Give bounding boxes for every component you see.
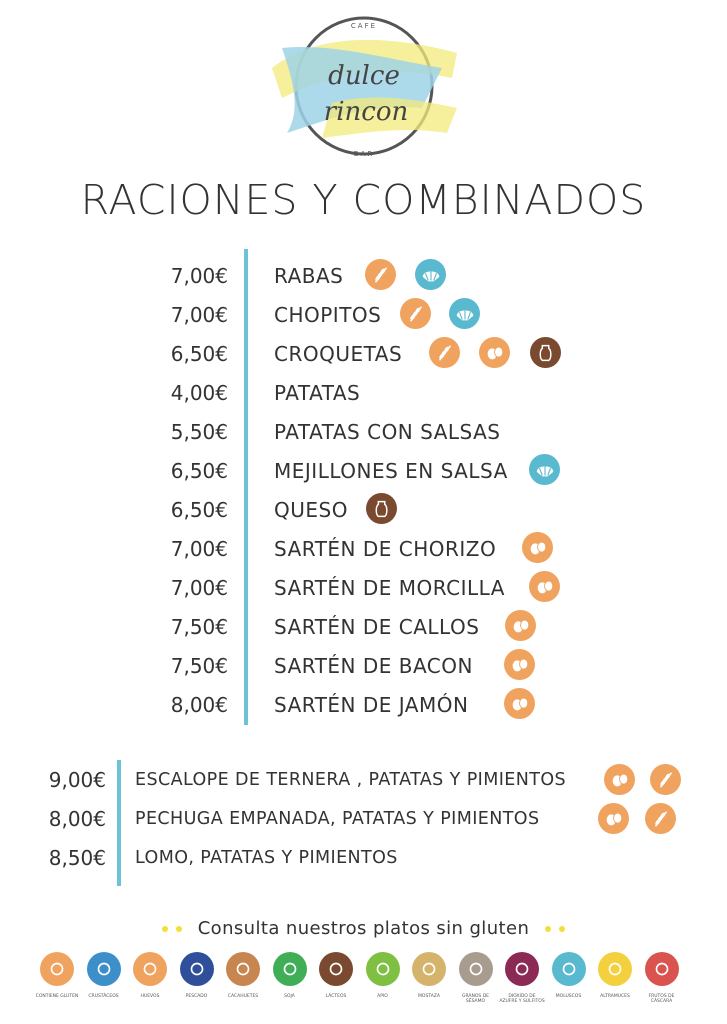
legend-label: HUEVOS: [140, 994, 160, 999]
item-name: CHOPITOS: [274, 303, 382, 327]
legend-item: [34, 952, 80, 999]
dot-icon: [559, 926, 565, 932]
wheat-icon: [365, 259, 396, 290]
legend-item: [174, 952, 220, 999]
dot-icon: [545, 926, 551, 932]
legend-label: FRUTOS DE CÁSCARA: [648, 994, 675, 1004]
legend-label: GRANOS DE SÉSAMO: [461, 994, 489, 1004]
shell-icon: [415, 259, 446, 290]
section-divider-raciones: [244, 249, 248, 725]
eggs-icon: [504, 649, 535, 680]
legend-label: MOSTAZA: [418, 994, 440, 999]
mustard-icon: [412, 952, 446, 986]
eggs-icon: [133, 952, 167, 986]
cafe-logo: [262, 8, 462, 168]
milk-icon: [366, 493, 397, 524]
item-price: 6,50€: [170, 459, 228, 483]
eggs-icon: [529, 571, 560, 602]
eggs-icon: [505, 610, 536, 641]
legend-label: ALTRAMUCES: [600, 994, 630, 999]
soy-icon: [273, 952, 307, 986]
legend-item: [406, 952, 452, 999]
item-price: 7,50€: [170, 654, 228, 678]
item-name: SARTÉN DE JAMÓN: [274, 693, 469, 717]
gluten-free-text: Consulta nuestros platos sin gluten: [197, 918, 530, 939]
eggs-icon: [522, 532, 553, 563]
item-price: 7,00€: [170, 303, 228, 327]
celery-icon: [366, 952, 400, 986]
sulphites-icon: [505, 952, 539, 986]
legend-label: SOJA: [284, 994, 295, 999]
eggs-icon: [504, 688, 535, 719]
item-price: 7,00€: [170, 537, 228, 561]
logo-top-text: CAFE: [350, 22, 378, 30]
legend-item: [499, 952, 545, 1004]
item-price: 7,00€: [170, 576, 228, 600]
item-price: 8,50€: [48, 846, 106, 870]
item-name: SARTÉN DE MORCILLA: [274, 576, 505, 600]
item-name: PATATAS CON SALSAS: [274, 420, 501, 444]
milk-icon: [530, 337, 561, 368]
eggs-icon: [604, 764, 635, 795]
nut-icon: [645, 952, 679, 986]
legend-item: [592, 952, 638, 999]
item-name: SARTÉN DE CHORIZO: [274, 537, 497, 561]
logo-line1: dulce: [328, 61, 400, 91]
item-name: CROQUETAS: [274, 342, 403, 366]
item-price: 8,00€: [170, 693, 228, 717]
crab-icon: [87, 952, 121, 986]
sesame-icon: [459, 952, 493, 986]
legend-label: MOLUSCOS: [555, 994, 582, 999]
item-name: RABAS: [274, 264, 344, 288]
legend-item: [127, 952, 173, 999]
item-price: 7,00€: [170, 264, 228, 288]
item-name: ESCALOPE DE TERNERA , PATATAS Y PIMIENTOS: [135, 770, 566, 790]
eggs-icon: [598, 803, 629, 834]
item-price: 4,00€: [170, 381, 228, 405]
item-name: LOMO, PATATAS Y PIMIENTOS: [135, 848, 398, 868]
item-name: QUESO: [274, 498, 348, 522]
legend-label: APIO: [377, 994, 388, 999]
item-name: SARTÉN DE CALLOS: [274, 615, 480, 639]
dot-icon: [162, 926, 168, 932]
wheat-icon: [429, 337, 460, 368]
legend-item: [81, 952, 127, 999]
eggs-icon: [479, 337, 510, 368]
shell-icon: [449, 298, 480, 329]
peanut-icon: [226, 952, 260, 986]
shell-icon: [529, 454, 560, 485]
legend-item: [360, 952, 406, 999]
logo-line2: rincon: [323, 97, 409, 127]
fish-icon: [180, 952, 214, 986]
item-name: PATATAS: [274, 381, 361, 405]
legend-item: [639, 952, 685, 1004]
shell-icon: [552, 952, 586, 986]
dot-icon: [176, 926, 182, 932]
item-price: 5,50€: [170, 420, 228, 444]
legend-item: [546, 952, 592, 999]
logo-bottom-text: BAR: [353, 150, 375, 158]
legend-label: CACAHUETES: [227, 994, 259, 999]
item-price: 6,50€: [170, 498, 228, 522]
wheat-icon: [40, 952, 74, 986]
legend-label: PESCADO: [185, 994, 208, 999]
wheat-icon: [650, 764, 681, 795]
wheat-icon: [400, 298, 431, 329]
item-name: MEJILLONES EN SALSA: [274, 459, 508, 483]
item-price: 9,00€: [48, 768, 106, 792]
legend-label: LÁCTEOS: [325, 994, 347, 999]
section-divider-combinados: [117, 760, 121, 886]
gluten-free-note: [0, 918, 727, 939]
legend-item: [453, 952, 499, 1004]
allergen-legend: [34, 952, 694, 1022]
legend-item: [267, 952, 313, 999]
item-name: SARTÉN DE BACON: [274, 654, 473, 678]
menu-title: RACIONES Y COMBINADOS: [80, 176, 647, 224]
legend-item: [313, 952, 359, 999]
milk-icon: [319, 952, 353, 986]
item-price: 8,00€: [48, 807, 106, 831]
wheat-icon: [645, 803, 676, 834]
item-price: 6,50€: [170, 342, 228, 366]
item-price: 7,50€: [170, 615, 228, 639]
legend-label: CONTIENE GLUTEN: [35, 994, 79, 999]
item-name: PECHUGA EMPANADA, PATATAS Y PIMIENTOS: [135, 809, 540, 829]
legend-label: DIÓXIDO DE AZUFRE Y SULFITOS: [499, 994, 545, 1004]
lupin-icon: [598, 952, 632, 986]
legend-item: [220, 952, 266, 999]
legend-label: CRUSTÁCEOS: [88, 994, 119, 999]
